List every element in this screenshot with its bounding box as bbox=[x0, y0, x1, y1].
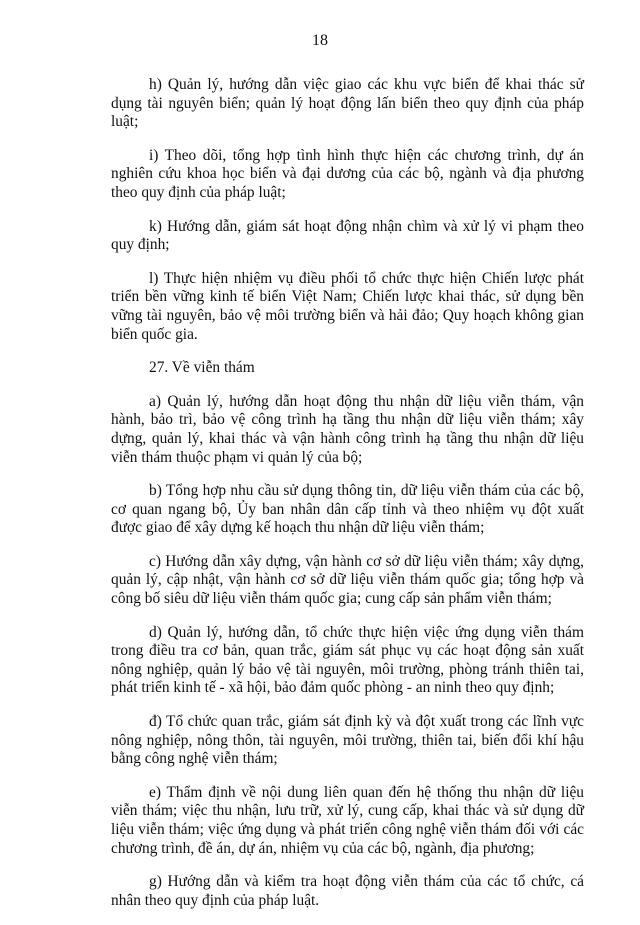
section-heading-27: 27. Về viễn thám bbox=[149, 359, 255, 377]
document-body bbox=[111, 76, 584, 925]
paragraph-b: b) Tổng hợp nhu cầu sử dụng thông tin, dữ liệu viễn thám của các bộ, cơ quan ngang bộ, Ủy ban nhân dân cấp tỉnh và theo nhiệm vụ đột xuất được giao để xây dựng kế hoạch thu nhận dữ liệu viễn thám; bbox=[111, 482, 584, 537]
paragraph-i: i) Theo dõi, tổng hợp tình hình thực hiện các chương trình, dự án nghiên cứu khoa học biển và đại dương của các bộ, ngành và địa phương theo quy định của pháp luật; bbox=[111, 146, 584, 201]
paragraph-h: h) Quản lý, hướng dẫn việc giao các khu vực biển để khai thác sử dụng tài nguyên biển; quản lý hoạt động lấn biển theo quy định của pháp luật; bbox=[111, 76, 584, 131]
paragraph-k: k) Hướng dẫn, giám sát hoạt động nhận chìm và xử lý vi phạm theo quy định; bbox=[111, 217, 584, 254]
paragraph-c: c) Hướng dẫn xây dựng, vận hành cơ sở dữ liệu viễn thám; xây dựng, quản lý, cập nhật, vận hành cơ sở dữ liệu viễn thám quốc gia; tổng hợp và công bố siêu dữ liệu viễn thám quốc gia; cung cấp sản phẩm viễn thám; bbox=[111, 552, 584, 608]
paragraph-l: l) Thực hiện nhiệm vụ điều phối tổ chức thực hiện Chiến lược phát triển bền vững kinh tế biển Việt Nam; Chiến lược khai thác, sử dụng bền vững tài nguyên, bảo vệ môi trường biển và hải đảo; Quy hoạch không gian biển quốc gia. bbox=[111, 269, 584, 343]
paragraph-dd: đ) Tổ chức quan trắc, giám sát định kỳ và đột xuất trong các lĩnh vực nông nghiệp, nông thôn, tài nguyên, môi trường, thiên tai, biến đổi khí hậu bằng công nghệ viễn thám; bbox=[111, 713, 584, 768]
paragraph-e: e) Thẩm định về nội dung liên quan đến hệ thống thu nhận dữ liệu viễn thám; việc thu nhận, lưu trữ, xử lý, cung cấp, khai thác và sử dụng dữ liệu viễn thám; việc ứng dụng và phát triển công nghệ viễn thám đối với các chương trình, đề án, dự án, nhiệm vụ của các bộ, ngành, địa phương; bbox=[111, 783, 584, 857]
paragraph-a: a) Quản lý, hướng dẫn hoạt động thu nhận dữ liệu viễn thám, vận hành, bảo trì, bảo vệ công trình hạ tầng thu nhận dữ liệu viễn thám; xây dựng, quản lý, khai thác và vận hành công trình hạ tầng thu nhận dữ liệu viễn thám thuộc phạm vi quản lý của bộ; bbox=[111, 392, 584, 466]
paragraph-d: d) Quản lý, hướng dẫn, tổ chức thực hiện việc ứng dụng viễn thám trong điều tra cơ bản, quan trắc, giám sát phục vụ các hoạt động sản xuất nông nghiệp, quản lý bảo vệ tài nguyên, môi trường, phòng tránh thiên tai, phát triển kinh tế - xã hội, bảo đảm quốc phòng - an ninh theo quy định; bbox=[111, 623, 584, 697]
paragraph-g: g) Hướng dẫn và kiểm tra hoạt động viễn thám của các tổ chức, cá nhân theo quy định của pháp luật. bbox=[111, 873, 584, 909]
page-number: 18 bbox=[312, 32, 328, 49]
